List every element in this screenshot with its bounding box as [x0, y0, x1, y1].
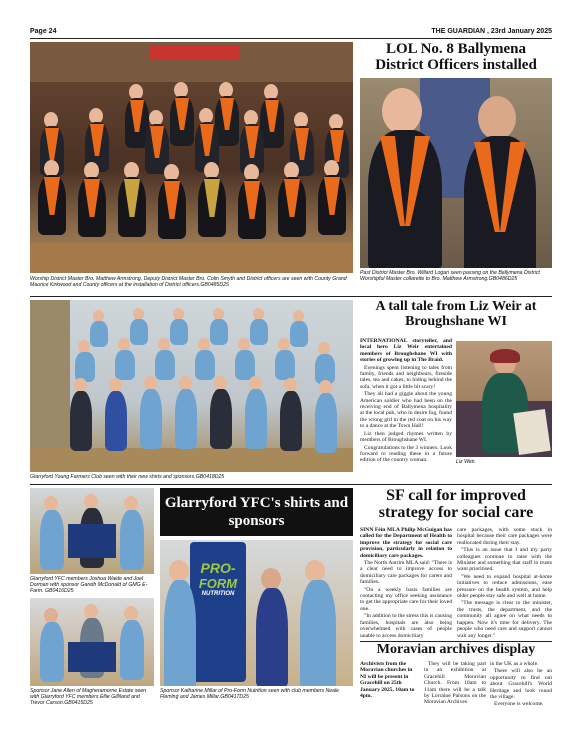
liz-weir-photo: [456, 341, 552, 457]
moravian-col-2: [424, 661, 486, 709]
sf-paragraph: "In addition to the stress this is causing families, hospitals are also being overwhelmed with cases of people unable to access domiciliary: [360, 613, 452, 639]
yfc-emfarm-photo: [30, 488, 154, 574]
yfc-headline: Glarryford YFC's shirts and sponsors: [160, 488, 353, 536]
liz-article-body: [360, 338, 452, 470]
liz-lede: INTERNATIONAL storyteller, and local hero Liz Weir entertained members of Broughshane WI with stories of growing up in The Braid.: [360, 338, 452, 364]
moravian-paragraph: Everyone is welcome.: [494, 701, 544, 708]
section-rule-1: [30, 296, 552, 297]
yfc-emfarm-caption: Glarryford YFC members Joshua Waide and Joel Dorman with sponsor Gareth McDonald of GMG E-Farm. GB0416D25: [30, 576, 148, 594]
moravian-lede-text: Archivists from the Moravian churches in NI will be present in Gracehill on 25th January 2025, 10am to 4pm.: [360, 661, 415, 700]
proform-brand-sub: NUTRITION: [201, 591, 235, 597]
liz-caption: Liz Weir.: [456, 459, 476, 465]
yfc-group-caption: Glarryford Young Farmers Club seen with their new shirts and sponsors.GB0418D25: [30, 474, 225, 480]
sf-paragraph: "The message is clear to the minister, the trusts, the department, and the community all agree on what needs to happen. Now it's time for delivery. The people who need care and support cannot wait any longer.": [457, 600, 552, 639]
proform-brand-bottom: FORM: [198, 576, 238, 591]
sf-paragraph: "This is an issue that I and my party colleagues continue to raise with the Minister and something that staff in trusts want prioritised.: [457, 547, 552, 573]
sf-paragraph: The North Antrim MLA said: "There is a clear need to improve access to domiciliary care packages for carers and families.: [360, 560, 452, 586]
sf-paragraph: care packages, with some stuck in hospital because their care packages were reallocated during their stay.: [457, 527, 552, 546]
header-rule: [30, 38, 552, 39]
yfc-proform-photo: [160, 540, 353, 686]
liz-paragraph: Evenings spent listening to tales from family, friends and neighbours, fireside tales, tea and cakes, to hiding behind the sofa, when it got a little bit scary!: [360, 364, 452, 390]
lol-collarette-caption: Past District Master Bro. Willard Logan seen passing on the Ballymena District Worshipful Master collarette to Bro. Matthew Armstrong.GB0486D25: [360, 270, 540, 282]
paper-date: THE GUARDIAN , 23rd January 2025: [431, 28, 552, 35]
proform-brand-top: PRO-: [200, 560, 236, 576]
yfc-proform-caption: Sponsor Katharine Millar of Pro-Form Nutrition seen with club members Neale Fleming and James Millar.GB0417D25: [160, 688, 340, 700]
liz-headline: A tall tale from Liz Weir at Broughshane WI: [375, 299, 537, 329]
sf-article-col-2: [457, 527, 552, 639]
yfc-group-photo: [30, 300, 353, 472]
sf-paragraph: "We need to expand hospital at-home initiatives to reduce admissions, ease pressure on the health system, and help older people stay safe and well at home.: [457, 573, 552, 600]
moravian-paragraph: There will also be an opportunity to find out about Gracehill's World Heritage and look round the village.: [490, 668, 552, 701]
moravian-headline: Moravian archives display: [376, 642, 536, 657]
liz-paragraph: They all had a giggle about the young American soldier who had been on the receiving end of Ballymena hospitality at the local pub, who in desire fog, found the wrong girl in the red coat on his way to a dance at the Town Hall!: [360, 391, 452, 430]
liz-paragraph: Congratulations to the 3 winners. Look forward to reading these in a future edition of the country woman.: [360, 444, 452, 464]
page-number: Page 24: [30, 28, 57, 35]
yfc-magheramorne-photo: [30, 598, 154, 686]
sf-lede: SINN Féin MLA Philip McGuigan has called for the Department of Health to improve the strategy for social care provision, particularly in relation to domiciliary care packages.: [360, 527, 452, 559]
liz-paragraph: Liz then judged rhymes written by members of Broughshane WI.: [360, 430, 452, 444]
lol-group-caption: Worship District Master Bro. Matthew Armstrong, Deputy District Master Bro. Colin Smyth and District officers are seen with County Grand Maurice Kirkwood and County officers at the installation of District officers.GB0485D25: [30, 276, 347, 288]
moravian-col-3: [490, 661, 552, 709]
moravian-paragraph: They will be taking part in an exhibition at Gracehill Moravian Church. From 10am to 11am there will be a talk by Lorraine Parsons on the Moravian Archives: [424, 661, 486, 706]
sf-headline: SF call for improved strategy for social care: [378, 487, 534, 521]
lol-headline: LOL No. 8 Ballymena District Officers installed: [375, 41, 537, 73]
page-header: [30, 26, 552, 38]
lol-group-photo: [30, 42, 353, 273]
moravian-paragraph: in the UK as a whole.: [490, 661, 539, 667]
moravian-lede: [360, 661, 420, 709]
yfc-magheramorne-caption: Sponsor Jane Allen of Magheramorne Estate seen with Glarryford YFC members Ellie Gilliland and Trevor Carson.GB0415D25: [30, 688, 147, 706]
sf-article-col-1: [360, 527, 452, 639]
lol-collarette-photo: [360, 78, 552, 268]
sf-paragraph: "On a weekly basis families are contacting my office seeking assistance to get the appropriate care for their loved one.: [360, 586, 452, 612]
section-rule-2: [30, 484, 552, 485]
